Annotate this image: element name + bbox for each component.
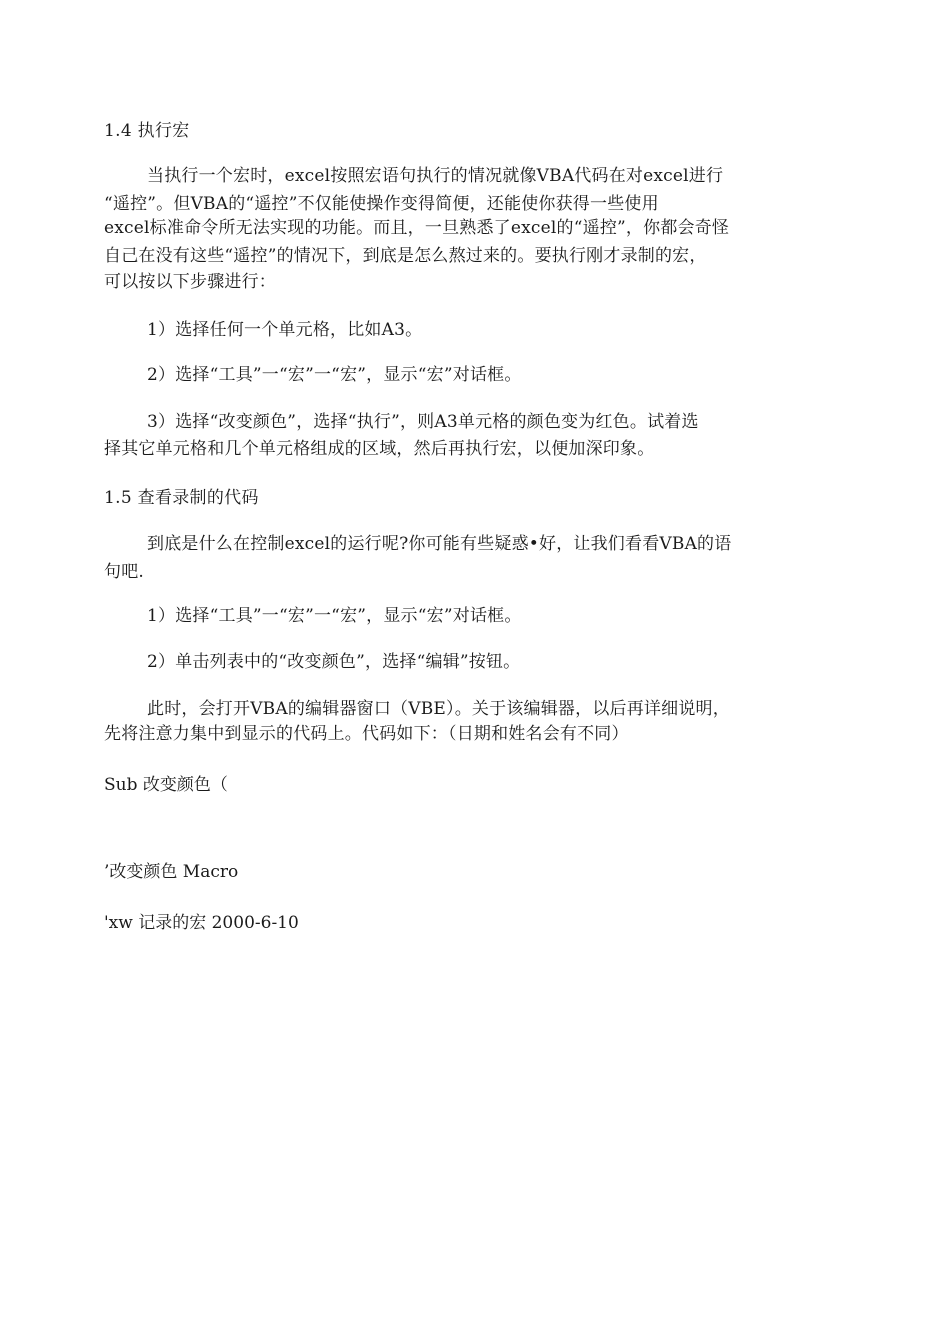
code-line: 'xw 记录的宏 2000-6-10 <box>104 913 299 933</box>
step-item: 2）单击列表中的“改变颜色”，选择“编辑”按钮。 <box>147 652 521 672</box>
step-item: 1）选择任何一个单元格，比如A3。 <box>147 320 423 340</box>
paragraph-line: 可以按以下步骤进行： <box>104 272 276 292</box>
paragraph-line: 句吧. <box>104 562 145 582</box>
paragraph-line: 到底是什么在控制excel的运行呢?你可能有些疑惑•好，让我们看看VBA的语 <box>147 534 732 554</box>
code-line: Sub 改变颜色（ <box>104 775 228 795</box>
section-heading-1-5: 1.5 查看录制的代码 <box>104 488 259 508</box>
step-item-continuation: 择其它单元格和几个单元格组成的区域，然后再执行宏，以便加深印象。 <box>104 439 655 459</box>
paragraph-line: “遥控”。但VBA的“遥控”不仅能使操作变得简便，还能使你获得一些使用 <box>104 194 659 214</box>
section-heading-1-4: 1.4 执行宏 <box>104 121 190 141</box>
paragraph-line: 先将注意力集中到显示的代码上。代码如下：（日期和姓名会有不同） <box>104 724 629 744</box>
step-item: 2）选择“工具”一“宏”一“宏”，显示“宏”对话框。 <box>147 365 522 385</box>
paragraph-line: 当执行一个宏时，excel按照宏语句执行的情况就像VBA代码在对excel进行 <box>147 166 724 186</box>
paragraph-line: 此时，会打开VBA的编辑器窗口（VBE）。关于该编辑器，以后再详细说明， <box>147 699 730 719</box>
paragraph-line: 自己在没有这些“遥控”的情况下，到底是怎么熬过来的。要执行刚才录制的宏， <box>104 246 707 266</box>
paragraph-line: excel标准命令所无法实现的功能。而且，一旦熟悉了excel的“遥控”，你都会奇怪 <box>104 218 730 238</box>
code-line: ’改变颜色 Macro <box>104 862 239 882</box>
step-item: 1）选择“工具”一“宏”一“宏”，显示“宏”对话框。 <box>147 606 522 626</box>
step-item: 3）选择“改变颜色”，选择“执行”，则A3单元格的颜色变为红色。试着选 <box>147 412 699 432</box>
